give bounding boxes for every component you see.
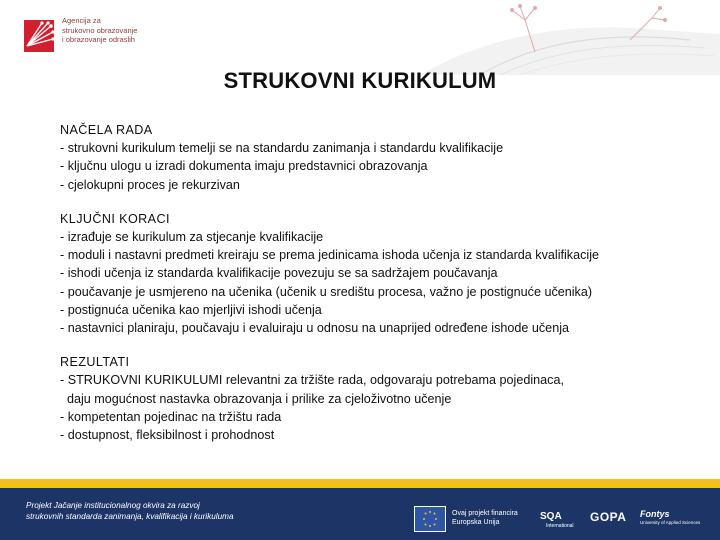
eu-funding-text (452, 509, 518, 527)
section-heading: REZULTATI (60, 355, 130, 370)
bullet-line: - izrađuje se kurikulum za stjecanje kvalifikacije (60, 230, 324, 245)
agency-logo-icon (18, 14, 64, 58)
bullet-line: - ishodi učenja iz standarda kvalifikacije povezuju se sa sadržajem poučavanja (60, 266, 498, 281)
project-line: strukovnih standarda zanimanja, kvalifikacija i kurikuluma (26, 512, 234, 521)
bullet-line: - cjelokupni proces je rekurzivan (60, 177, 240, 192)
bullet-line: - poučavanje je usmjereno na učenika (učenik u središtu procesa, važno je postignuće učenika) (60, 284, 593, 299)
agency-name (62, 16, 137, 45)
section-heading: NAČELA RADA (60, 123, 153, 137)
bullet-line: - moduli i nastavni predmeti kreiraju se prema jedinicama ishoda učenja iz standarda kvalifikacije (60, 248, 599, 263)
fontys-logo-sub: University of Applied Sciences (640, 520, 701, 525)
bullet-line: - postignuća učenika kao mjerljivi ishodi učenja (60, 302, 322, 317)
fontys-logo: Fontys (640, 509, 670, 519)
section-heading: KLJUČNI KORACI (60, 211, 170, 226)
bullet-line: - ključnu ulogu u izradi dokumenta imaju predstavnici obrazovanja (60, 159, 428, 174)
project-description (26, 500, 234, 522)
agency-logo (18, 14, 148, 58)
project-line: Projekt Jačanje institucionalnog okvira za razvoj (26, 501, 200, 510)
eu-line: Europska Unija (452, 519, 500, 526)
bullet-line: - kompetentan pojedinac na tržištu rada (60, 409, 282, 424)
bullet-line: - strukovni kurikulum temelji se na standardu zanimanja i standardu kvalifikacije (60, 141, 504, 156)
main-content (60, 121, 680, 460)
section-kljucni-koraci (60, 210, 680, 337)
gopa-logo: GOPA (590, 510, 627, 524)
bullet-line: daju mogućnost nastavka obrazovanja i prilike za cjeloživotno učenje (60, 391, 452, 406)
sqa-logo: SQA (540, 511, 562, 522)
bullet-line: - STRUKOVNI KURIKULUMI relevantni za tržište rada, odgovaraju potrebama pojedinaca, (60, 373, 564, 388)
agency-name-line: i obrazovanje odraslih (62, 35, 135, 44)
footer-stripe (0, 479, 720, 488)
eu-line: Ovaj projekt financira (452, 510, 518, 517)
bullet-line: - dostupnost, fleksibilnost i prohodnost (60, 428, 275, 443)
section-nacela-rada (60, 121, 680, 194)
open-book-illustration (360, 0, 720, 75)
agency-name-line: Agencija za (62, 16, 101, 25)
page-title: STRUKOVNI KURIKULUM (223, 68, 497, 93)
header (0, 0, 720, 70)
bullet-line: - nastavnici planiraju, poučavaju i evaluiraju u odnosu na unaprijed određene ishode učenja (60, 321, 569, 336)
agency-name-line: strukovno obrazovanje (62, 25, 138, 35)
section-rezultati (60, 353, 680, 444)
footer-bar (0, 479, 720, 540)
eu-flag-icon (414, 506, 446, 532)
sqa-logo-sub: International (546, 523, 574, 529)
